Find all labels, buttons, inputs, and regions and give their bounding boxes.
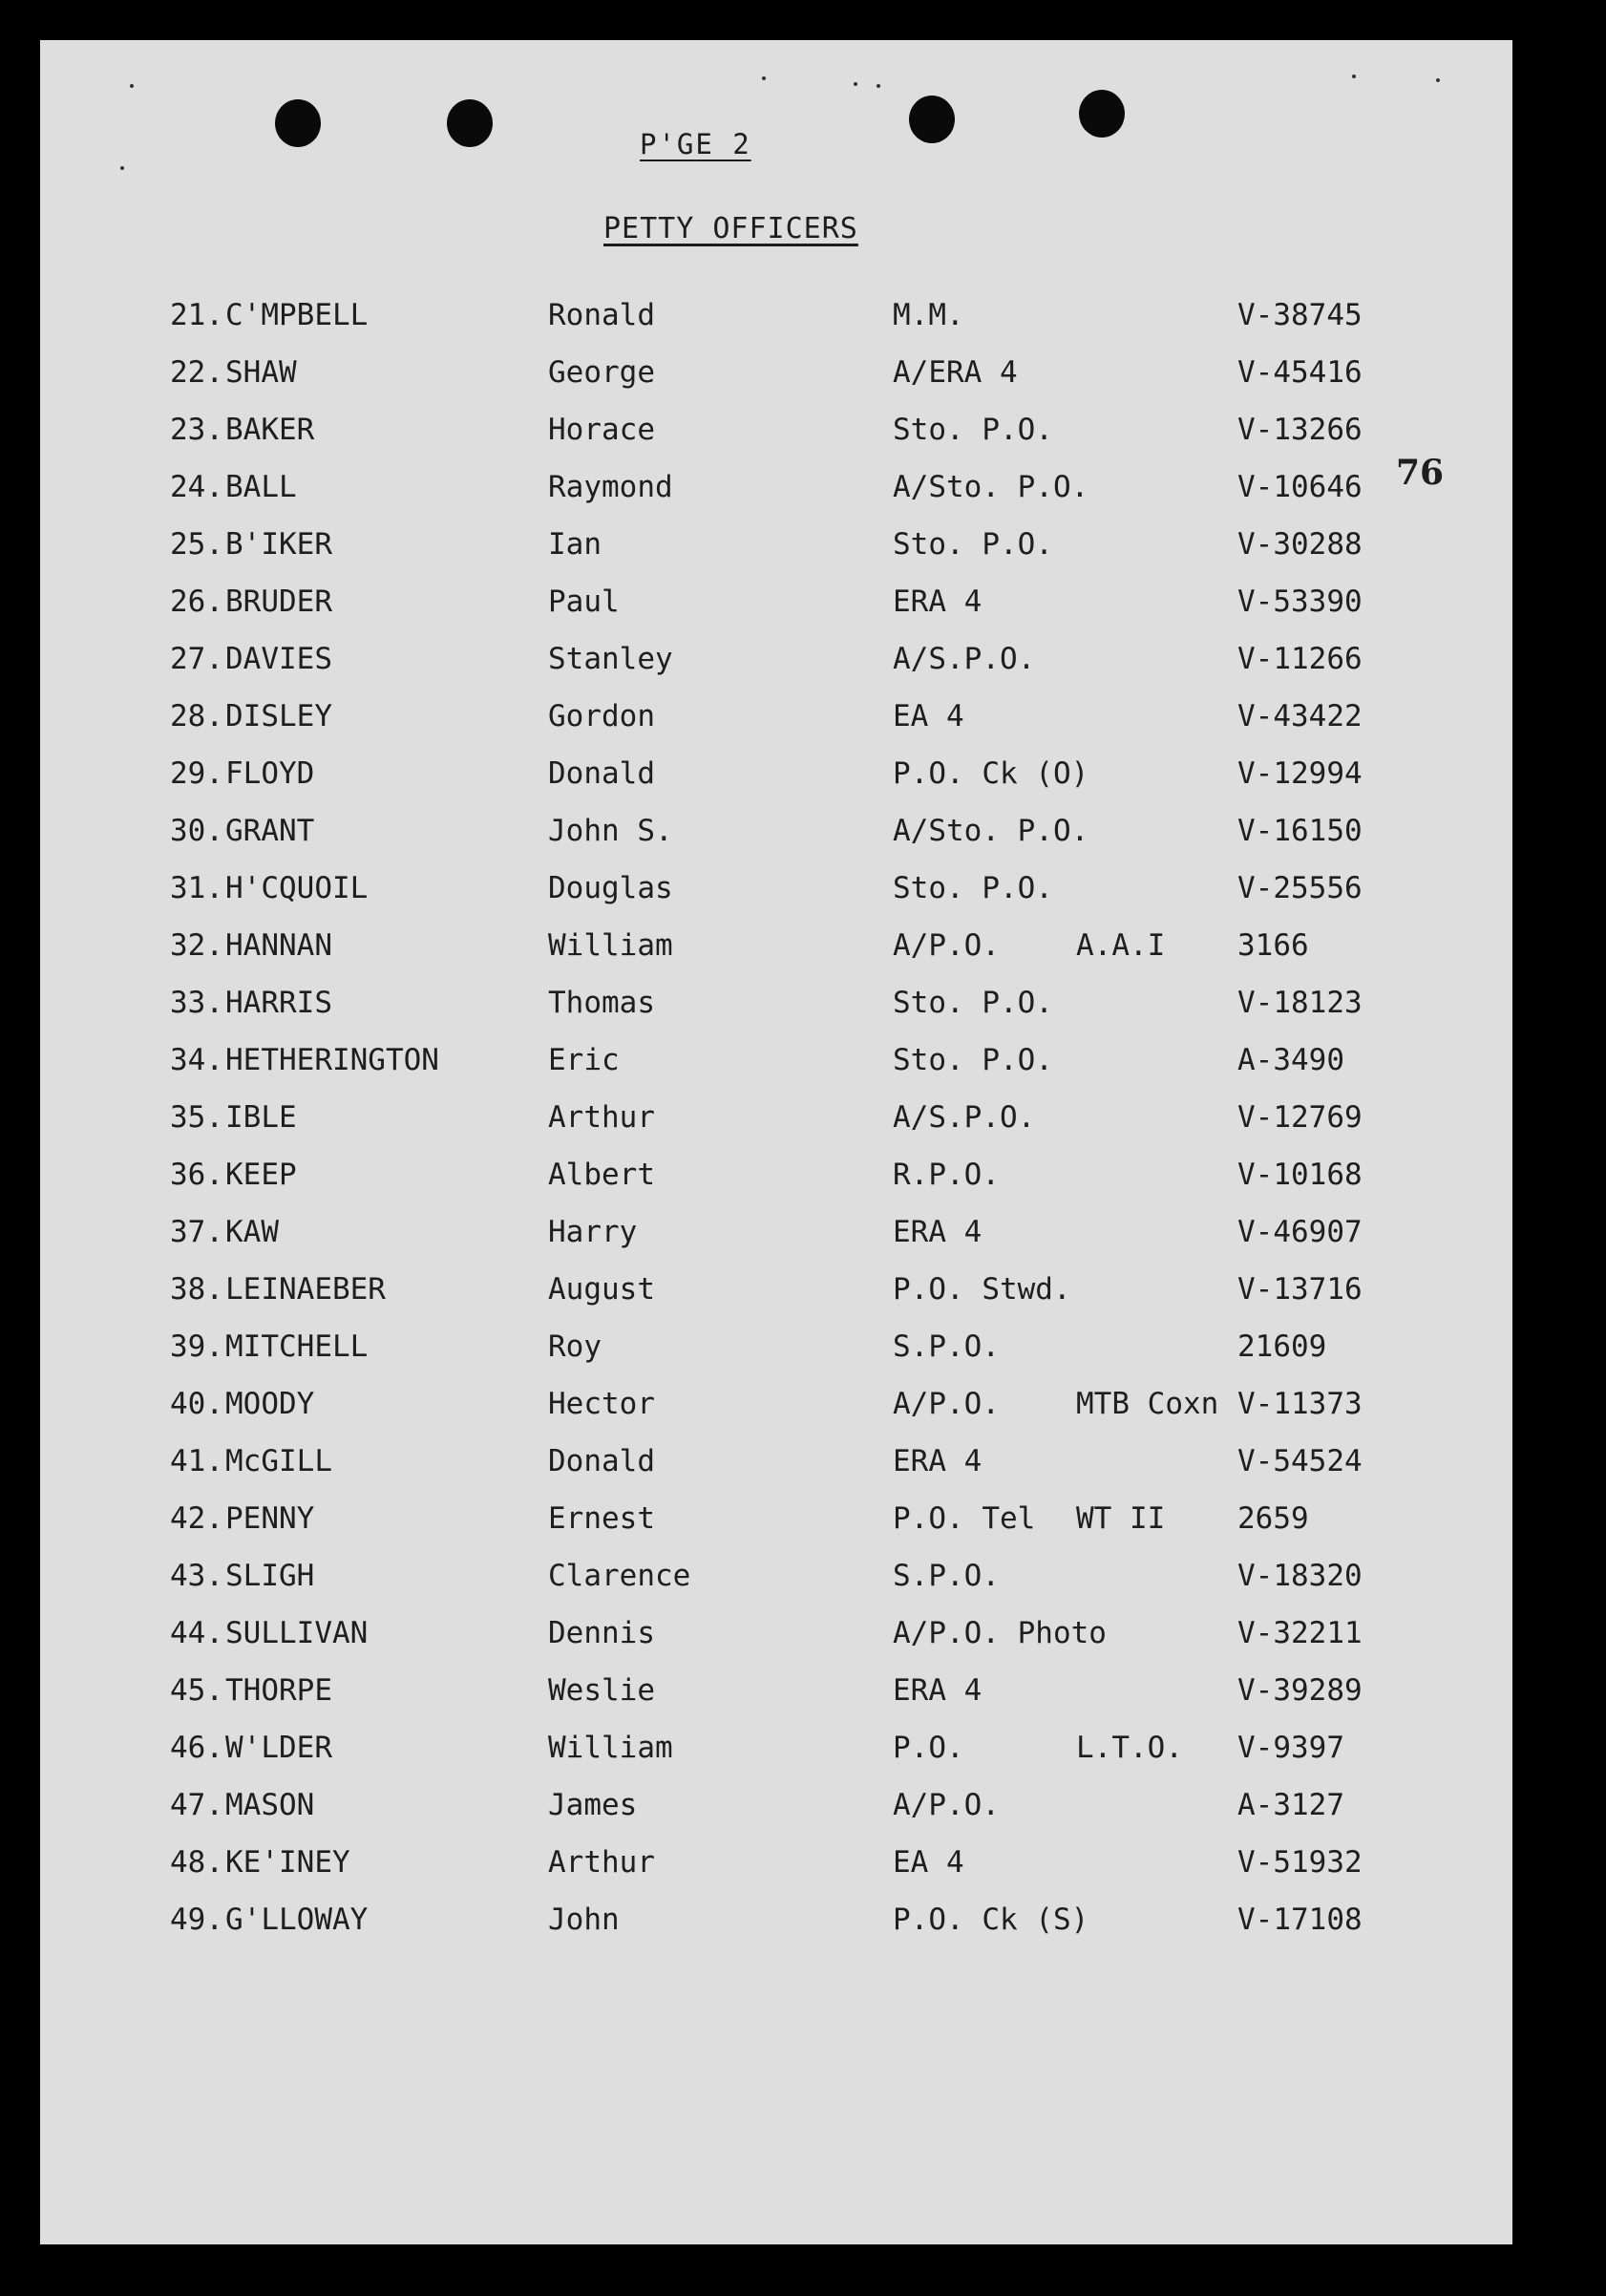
given-name: William [548,928,673,963]
given-name: Ian [548,527,602,562]
given-name: Dennis [548,1616,655,1650]
entry-number: 44. [170,1616,223,1650]
rank: A/Sto. P.O. [893,470,1089,504]
entry-number: 40. [170,1387,223,1421]
entry-number: 36. [170,1158,223,1192]
entry-number: 41. [170,1444,223,1478]
given-name: Thomas [548,986,655,1020]
service-number: V-43422 [1237,699,1363,733]
service-number: V-18123 [1237,986,1363,1020]
roster-row [40,1608,1512,1666]
rank: A/P.O. [893,928,1000,963]
rank: ERA 4 [893,1673,983,1708]
given-name: George [548,355,655,390]
entry-number: 42. [170,1501,223,1536]
surname: KEEP [225,1158,297,1192]
roster-row [40,290,1512,348]
specialty: WT II [1076,1501,1166,1536]
entry-number: 49. [170,1903,223,1937]
rank: Sto. P.O. [893,986,1053,1020]
service-number: V-9397 [1237,1731,1344,1765]
service-number: V-53390 [1237,585,1363,619]
entry-number: 38. [170,1272,223,1307]
given-name: William [548,1731,673,1765]
speck [762,76,766,80]
service-number: V-18320 [1237,1559,1363,1593]
service-number: V-46907 [1237,1215,1363,1249]
entry-number: 25. [170,527,223,562]
roster-row [40,1322,1512,1379]
given-name: Ernest [548,1501,655,1536]
given-name: Clarence [548,1559,691,1593]
rank: EA 4 [893,1845,964,1880]
given-name: John [548,1903,620,1937]
service-number: V-11373 [1237,1387,1363,1421]
rank: A/S.P.O. [893,1100,1036,1135]
rank: P.O. Ck (S) [893,1903,1089,1937]
specialty: A.A.I [1076,928,1166,963]
service-number: V-38745 [1237,298,1363,332]
margin-note: 76 [1396,453,1445,493]
roster-row [40,1436,1512,1494]
surname: THORPE [225,1673,332,1708]
given-name: Donald [548,1444,655,1478]
surname: SHAW [225,355,297,390]
service-number: A-3127 [1237,1788,1344,1822]
service-number: V-51932 [1237,1845,1363,1880]
speck [130,84,134,88]
roster-row [40,1093,1512,1150]
roster-row [40,806,1512,863]
given-name: Horace [548,413,655,447]
rank: M.M. [893,298,964,332]
rank: Sto. P.O. [893,527,1053,562]
entry-number: 30. [170,814,223,848]
roster-row [40,921,1512,978]
service-number: V-10646 [1237,470,1363,504]
rank: R.P.O. [893,1158,1000,1192]
roster-row [40,1494,1512,1551]
speck [1352,74,1356,78]
surname: SLIGH [225,1559,315,1593]
entry-number: 37. [170,1215,223,1249]
surname: PENNY [225,1501,315,1536]
given-name: John S. [548,814,673,848]
entry-number: 28. [170,699,223,733]
given-name: Douglas [548,871,673,905]
roster-row [40,1895,1512,1952]
rank: S.P.O. [893,1559,1000,1593]
surname: B'IKER [225,527,332,562]
speck [120,166,124,170]
rank: ERA 4 [893,1444,983,1478]
roster-row [40,405,1512,462]
surname: KE'INEY [225,1845,350,1880]
roster-row [40,978,1512,1035]
roster-list [40,290,1512,1952]
given-name: James [548,1788,638,1822]
service-number: V-39289 [1237,1673,1363,1708]
entry-number: 21. [170,298,223,332]
service-number: V-45416 [1237,355,1363,390]
surname: KAW [225,1215,279,1249]
service-number: V-12994 [1237,756,1363,791]
service-number: V-13716 [1237,1272,1363,1307]
surname: McGILL [225,1444,332,1478]
service-number: V-11266 [1237,642,1363,676]
service-number: V-32211 [1237,1616,1363,1650]
roster-row [40,634,1512,691]
entry-number: 29. [170,756,223,791]
entry-number: 23. [170,413,223,447]
rank: P.O. [893,1731,964,1765]
service-number: V-17108 [1237,1903,1363,1937]
entry-number: 33. [170,986,223,1020]
given-name: Arthur [548,1845,655,1880]
surname: HANNAN [225,928,332,963]
given-name: Roy [548,1329,602,1364]
surname: DISLEY [225,699,332,733]
entry-number: 48. [170,1845,223,1880]
service-number: V-54524 [1237,1444,1363,1478]
roster-row [40,1666,1512,1723]
rank: A/P.O. [893,1788,1000,1822]
roster-row [40,1035,1512,1093]
surname: BALL [225,470,297,504]
rank: P.O. Stwd. [893,1272,1071,1307]
surname: W'LDER [225,1731,332,1765]
given-name: Donald [548,756,655,791]
surname: G'LLOWAY [225,1903,369,1937]
rank: S.P.O. [893,1329,1000,1364]
given-name: Arthur [548,1100,655,1135]
given-name: Gordon [548,699,655,733]
given-name: Weslie [548,1673,655,1708]
roster-row [40,520,1512,577]
specialty: MTB Coxn [1076,1387,1219,1421]
service-number: V-10168 [1237,1158,1363,1192]
roster-row [40,348,1512,405]
surname: FLOYD [225,756,315,791]
section-title: PETTY OFFICERS [603,212,858,245]
speck [877,84,880,88]
rank: A/S.P.O. [893,642,1036,676]
rank: ERA 4 [893,585,983,619]
rank: A/P.O. Photo [893,1616,1107,1650]
entry-number: 22. [170,355,223,390]
roster-row [40,462,1512,520]
roster-row [40,1207,1512,1265]
roster-row [40,1379,1512,1436]
entry-number: 27. [170,642,223,676]
roster-row [40,1780,1512,1838]
surname: MOODY [225,1387,315,1421]
rank: P.O. Ck (O) [893,756,1089,791]
speck [854,82,857,86]
entry-number: 43. [170,1559,223,1593]
punch-hole [447,99,493,147]
service-number: 3166 [1237,928,1309,963]
entry-number: 32. [170,928,223,963]
entry-number: 24. [170,470,223,504]
roster-row [40,749,1512,806]
rank: EA 4 [893,699,964,733]
entry-number: 35. [170,1100,223,1135]
rank: Sto. P.O. [893,1043,1053,1077]
given-name: Hector [548,1387,655,1421]
rank: A/ERA 4 [893,355,1018,390]
rank: P.O. Tel [893,1501,1036,1536]
entry-number: 45. [170,1673,223,1708]
surname: LEINAEBER [225,1272,386,1307]
surname: BAKER [225,413,315,447]
surname: MITCHELL [225,1329,369,1364]
specialty: L.T.O. [1076,1731,1183,1765]
given-name: Stanley [548,642,673,676]
surname: IBLE [225,1100,297,1135]
entry-number: 39. [170,1329,223,1364]
service-number: 21609 [1237,1329,1327,1364]
punch-hole [1079,90,1125,138]
service-number: V-12769 [1237,1100,1363,1135]
roster-row [40,691,1512,749]
rank: ERA 4 [893,1215,983,1249]
given-name: Ronald [548,298,655,332]
rank: Sto. P.O. [893,413,1053,447]
roster-row [40,1838,1512,1895]
roster-row [40,1551,1512,1608]
surname: GRANT [225,814,315,848]
surname: SULLIVAN [225,1616,369,1650]
entry-number: 47. [170,1788,223,1822]
roster-row [40,577,1512,634]
surname: BRUDER [225,585,332,619]
rank: A/P.O. [893,1387,1000,1421]
given-name: August [548,1272,655,1307]
roster-row [40,1150,1512,1207]
given-name: Eric [548,1043,620,1077]
entry-number: 34. [170,1043,223,1077]
surname: HARRIS [225,986,332,1020]
service-number: V-30288 [1237,527,1363,562]
entry-number: 26. [170,585,223,619]
given-name: Albert [548,1158,655,1192]
rank: A/Sto. P.O. [893,814,1089,848]
punch-hole [275,99,321,147]
roster-row [40,863,1512,921]
surname: MASON [225,1788,315,1822]
service-number: 2659 [1237,1501,1309,1536]
roster-row [40,1265,1512,1322]
surname: HETHERINGTON [225,1043,439,1077]
surname: C'MPBELL [225,298,369,332]
given-name: Harry [548,1215,638,1249]
given-name: Paul [548,585,620,619]
surname: H'CQUOIL [225,871,369,905]
entry-number: 46. [170,1731,223,1765]
service-number: A-3490 [1237,1043,1344,1077]
service-number: V-16150 [1237,814,1363,848]
service-number: V-13266 [1237,413,1363,447]
document-page [40,40,1512,2244]
punch-hole [909,96,955,143]
given-name: Raymond [548,470,673,504]
surname: DAVIES [225,642,332,676]
page-label: P'GE 2 [640,128,751,160]
speck [1436,78,1440,82]
rank: Sto. P.O. [893,871,1053,905]
service-number: V-25556 [1237,871,1363,905]
roster-row [40,1723,1512,1780]
entry-number: 31. [170,871,223,905]
